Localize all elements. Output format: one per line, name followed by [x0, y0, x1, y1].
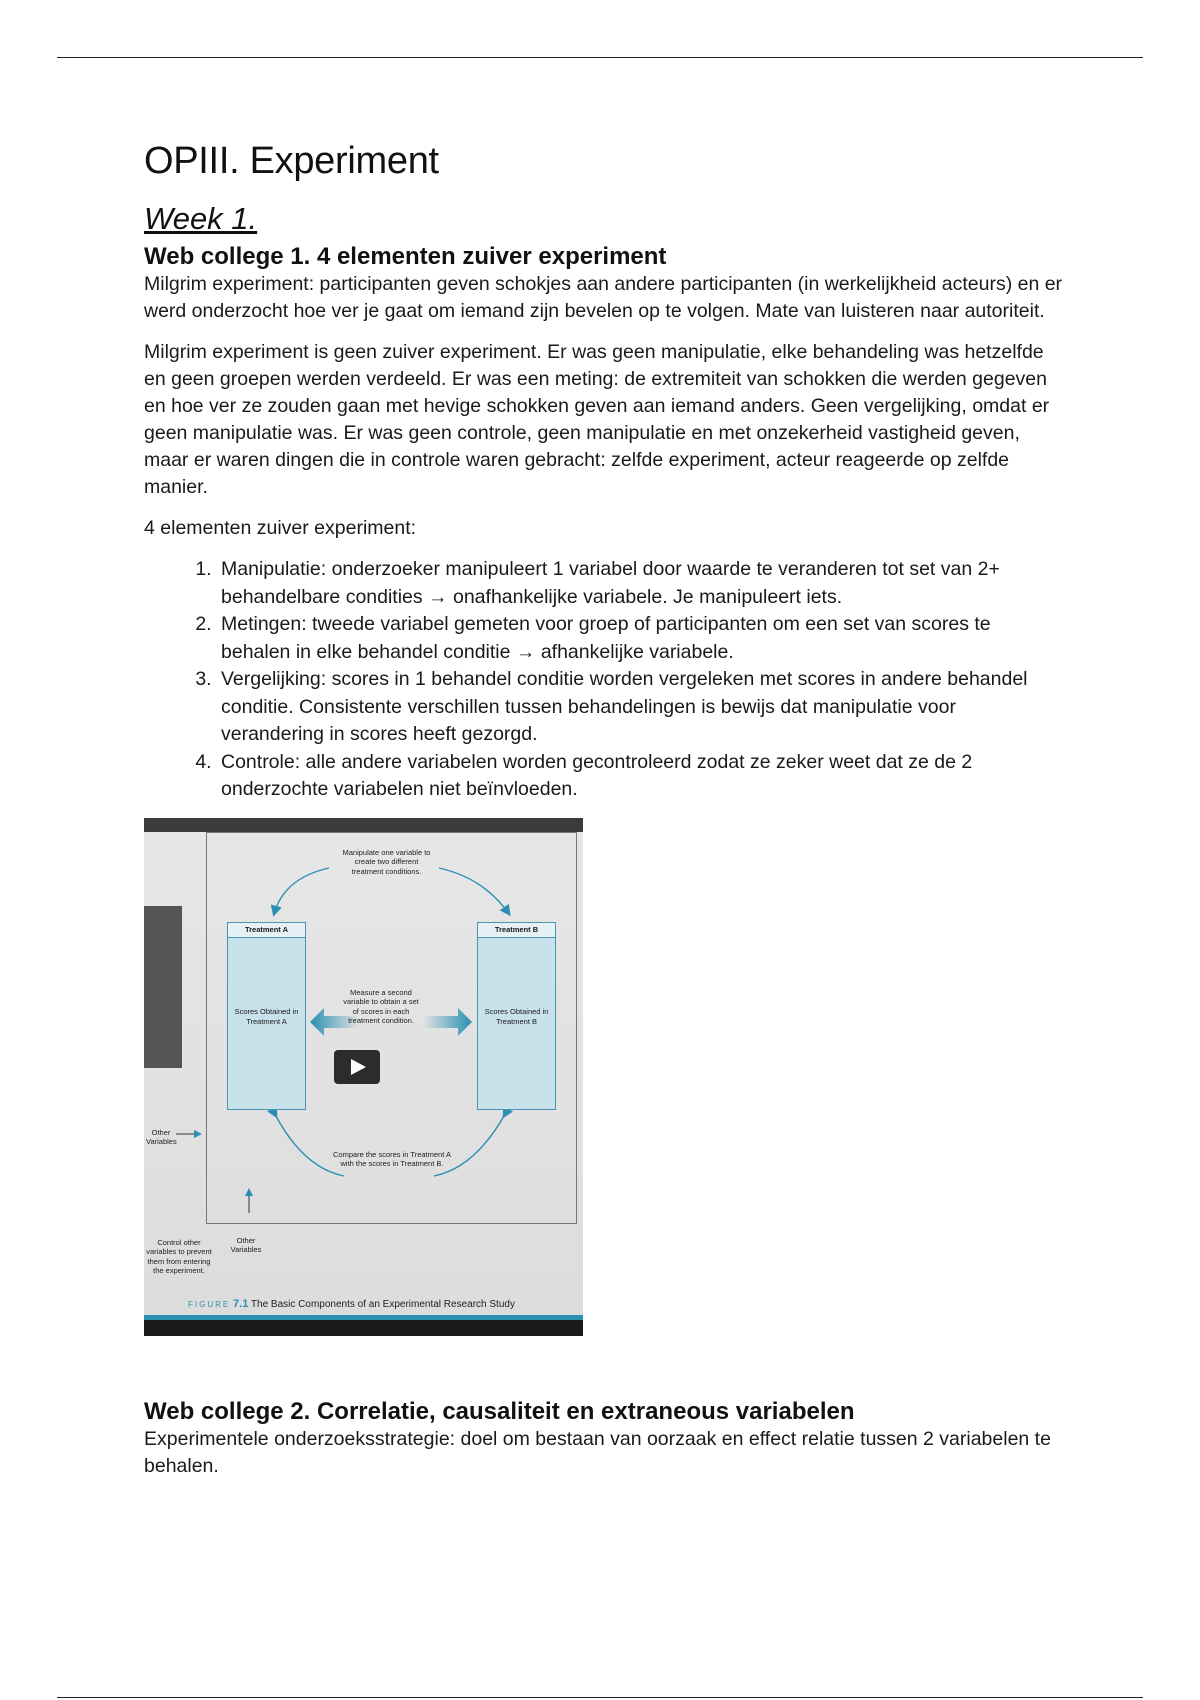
- list-item: 2. Metingen: tweede variabel gemeten voor groep of participanten om een set van scores te behalen in elke behandel conditie → afhankelijke variabele.: [217, 611, 1064, 666]
- figure-caption: [188, 1298, 515, 1310]
- section-heading-2: Web college 2. Correlatie, causaliteit en extraneous variabelen: [144, 1397, 855, 1425]
- section-2: [144, 1398, 1064, 1480]
- arrow-measure-right: [423, 1008, 472, 1036]
- treatment-b-scores: Scores Obtained in Treatment B: [484, 1006, 549, 1026]
- list-item: 4. Controle: alle andere variabelen worden gecontroleerd zodat ze zeker weet dat ze de 2 onderzochte variabelen niet beïnvloeden.: [217, 749, 1064, 804]
- section-heading-1: Web college 1. 4 elementen zuiver experiment: [144, 243, 667, 270]
- list-item: 3. Vergelijking: scores in 1 behandel conditie worden vergeleken met scores in andere behandel conditie. Consistente verschillen tussen behandelingen is bewijs dat manipulatie voor verandering in scores heeft gezorgd.: [217, 666, 1064, 749]
- video-control-bar[interactable]: [144, 1320, 583, 1336]
- figure-number: 7.1: [233, 1297, 249, 1310]
- treatment-b-box: [477, 922, 556, 1110]
- label-other-variables-left: Other Variables: [146, 1127, 177, 1146]
- embedded-video-figure[interactable]: [144, 818, 583, 1336]
- treatment-a-box: [227, 922, 306, 1110]
- label-compare: Compare the scores in Treatment A with the scores in Treatment B.: [333, 1149, 451, 1168]
- arrow-to-treatment-a: [274, 868, 329, 914]
- document-body: [144, 140, 1064, 1494]
- paragraph: Milgrim experiment is geen zuiver experiment. Er was geen manipulatie, elke behandeling was hetzelfde en geen groepen werden verdeeld. Er was een meting: de extremiteit van schokken die werden gegeven en hoe ver ze zouden gaan met hevige schokken geven aan iemand anders. Geen vergelijking, omdat er geen manipulatie was. Er was geen controle, geen manipulatie en met onzekerheid vastigheid geven, maar er waren dingen die in controle waren gebracht: zelfde experiment, acteur reageerde op zelfde manier.: [144, 341, 1050, 498]
- list-item: 1. Manipulatie: onderzoeker manipuleert 1 variabel door waarde te veranderen tot set van 2+ behandelbare condities → onafhankelijke variabele. Je manipuleert iets.: [217, 556, 1064, 611]
- treatment-a-scores: Scores Obtained in Treatment A: [234, 1006, 299, 1026]
- figure-number-prefix: FIGURE: [188, 1299, 231, 1309]
- header-rule: [57, 57, 1143, 58]
- page-title: OPIII. Experiment: [144, 140, 439, 182]
- label-measure: Measure a second variable to obtain a set of scores in each treatment condition.: [343, 987, 419, 1025]
- treatment-a-heading: Treatment A: [228, 923, 305, 938]
- arrow-to-treatment-b: [439, 868, 509, 914]
- figure-caption-text: The Basic Components of an Experimental Research Study: [250, 1298, 515, 1310]
- week-heading: Week 1.: [144, 201, 258, 236]
- list-intro: 4 elementen zuiver experiment:: [144, 517, 417, 539]
- footer-rule: [57, 1697, 1143, 1698]
- label-control: Control other variables to prevent them from entering the experiment.: [146, 1237, 212, 1275]
- label-manipulate: Manipulate one variable to create two different treatment conditions.: [342, 847, 431, 876]
- paragraph: Experimentele onderzoeksstrategie: doel om bestaan van oorzaak en effect relatie tussen 2 variabelen te behalen.: [144, 1427, 1051, 1477]
- label-other-variables-bottom: Other Variables: [230, 1235, 262, 1254]
- elements-list: [144, 556, 1064, 804]
- play-icon[interactable]: [334, 1050, 380, 1084]
- paragraph: Milgrim experiment: participanten geven schokjes aan andere participanten (in werkelijkheid acteurs) en er werd onderzocht hoe ver je gaat om iemand zijn bevelen op te volgen. Mate van luisteren naar autoriteit.: [144, 273, 1063, 322]
- treatment-b-heading: Treatment B: [478, 923, 555, 938]
